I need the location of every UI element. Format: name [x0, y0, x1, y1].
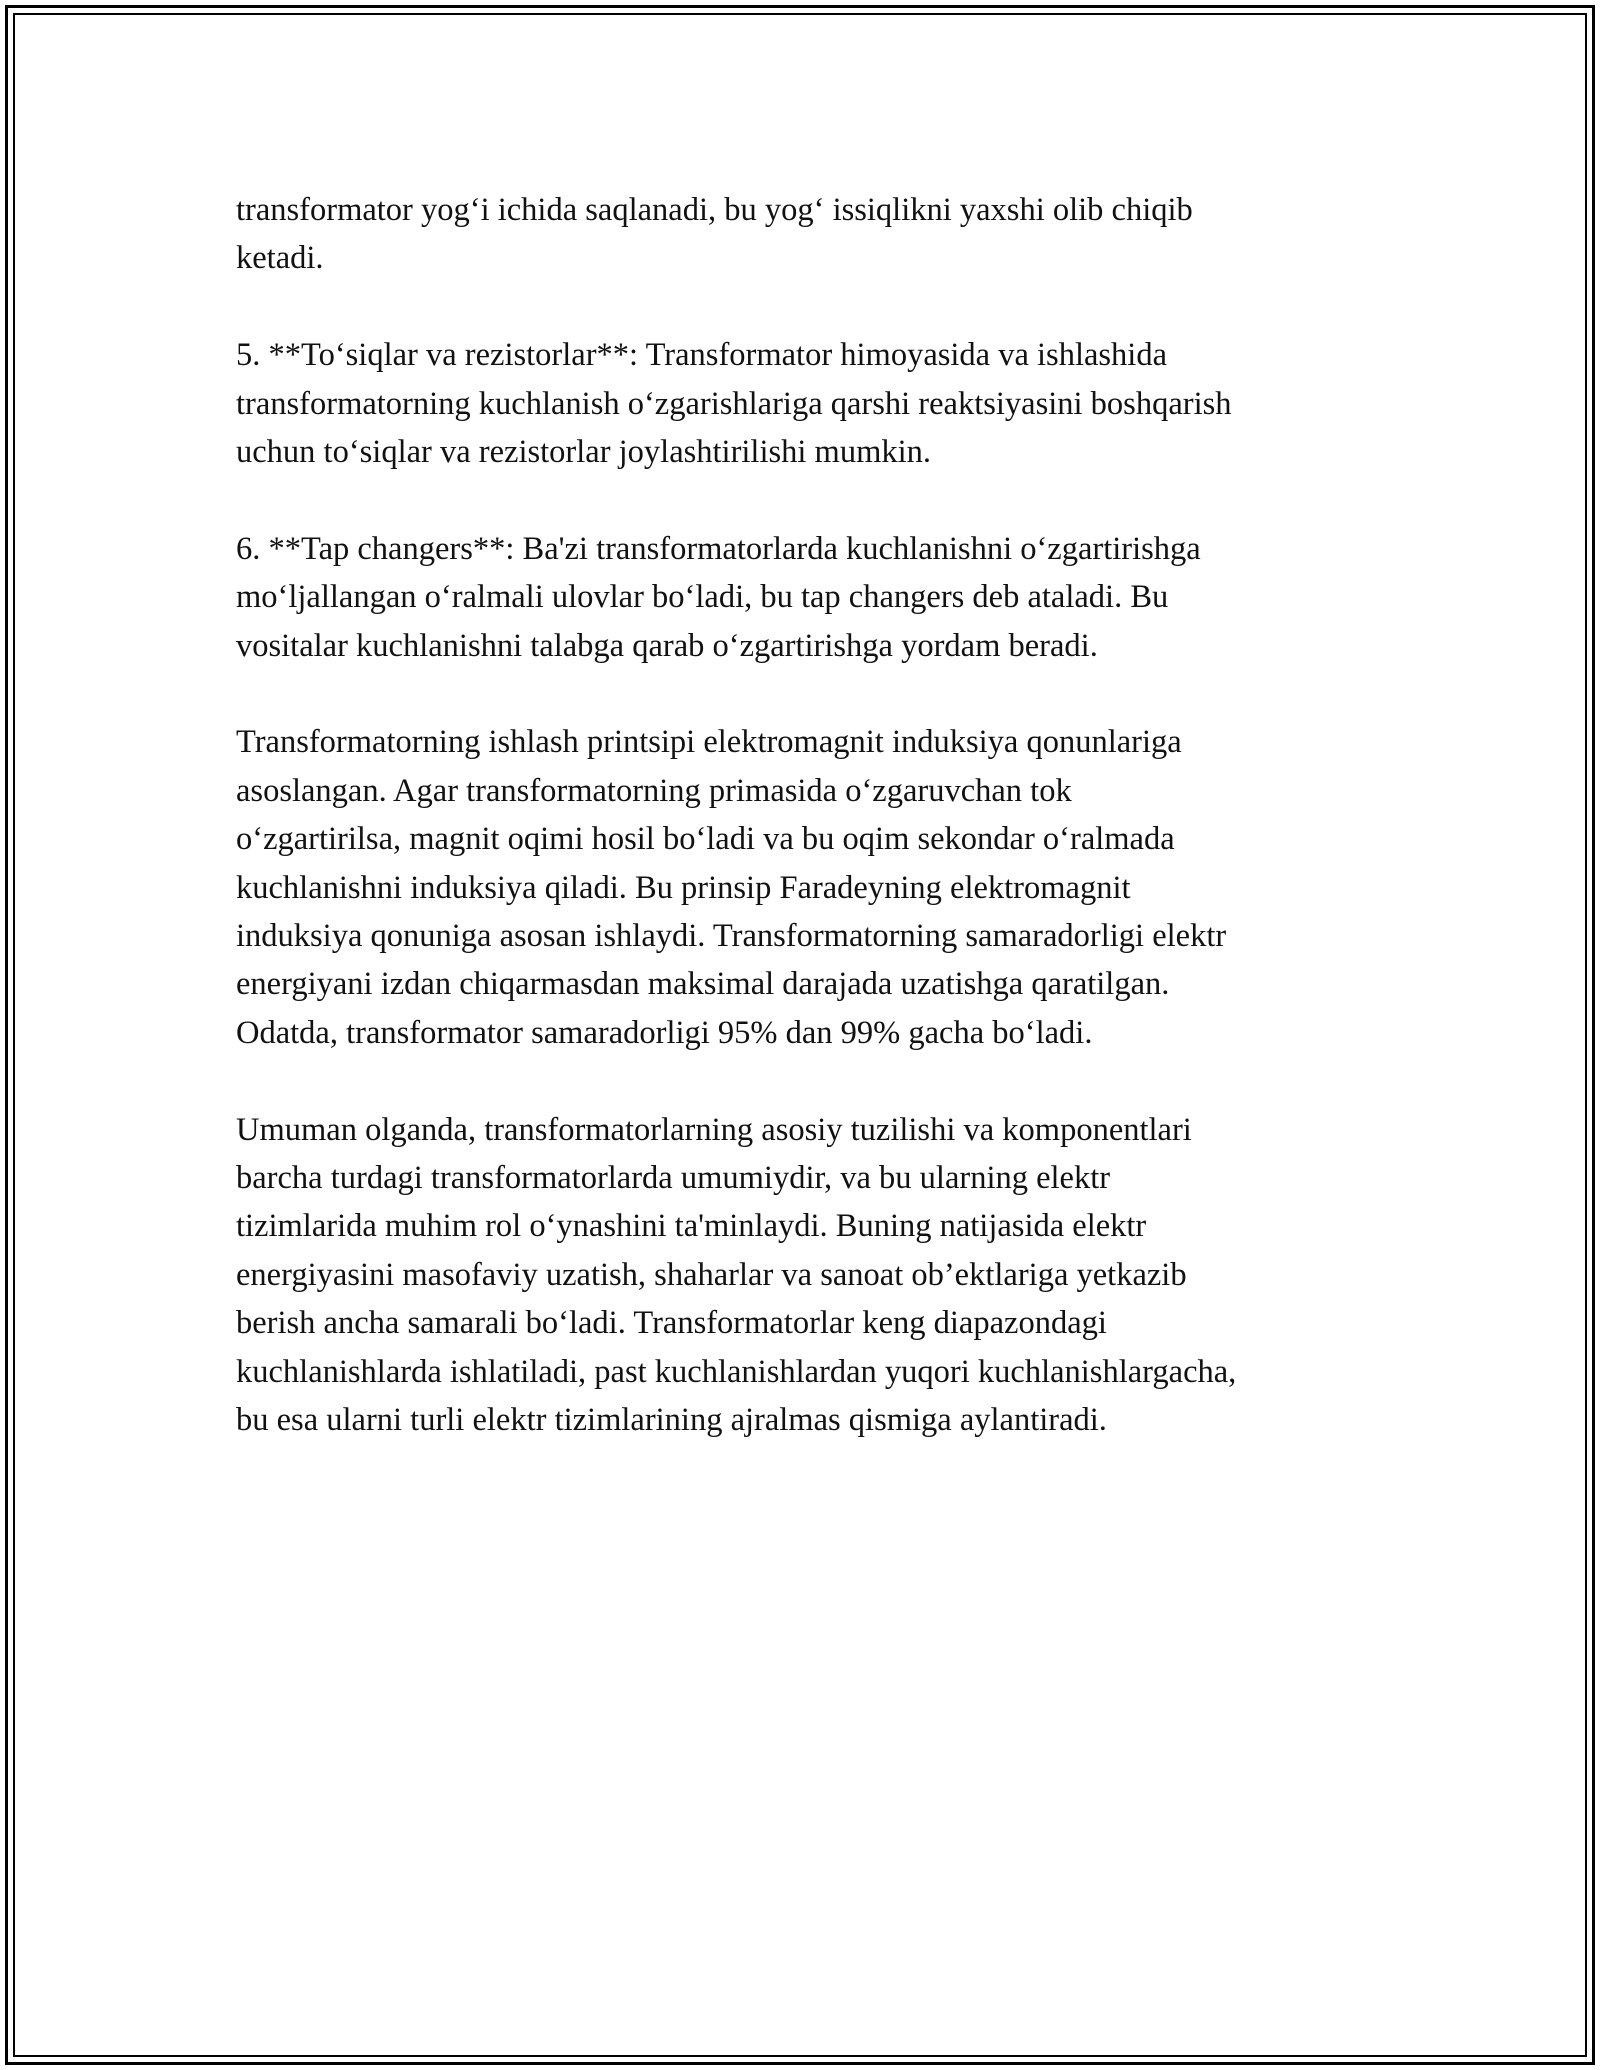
text-line: Umuman olganda, transformatorlarning asosiy tuzilishi va komponentlari [236, 1111, 1192, 1148]
paragraph-barriers-resistors [236, 331, 1386, 476]
text-line: mo‘ljallangan o‘ralmali ulovlar bo‘ladi, bu tap changers deb ataladi. Bu [236, 579, 1169, 616]
text-line: transformator yog‘i ichida saqlanadi, bu yog‘ issiqlikni yaxshi olib chiqib [236, 192, 1193, 228]
text-line: barcha turdagi transformatorlarda umumiydir, va bu ularning elektr [236, 1160, 1111, 1197]
text-line: energiyani izdan chiqarmasdan maksimal darajada uzatishga qaratilgan. [236, 966, 1170, 1003]
text-line: asoslangan. Agar transformatorning primasida o‘zgaruvchan tok [236, 772, 1072, 809]
paragraph-conclusion [236, 1106, 1386, 1445]
paragraph-oil-cooling [236, 186, 1386, 283]
paragraph-working-principle [236, 718, 1386, 1057]
text-line: vositalar kuchlanishni talabga qarab o‘zgartirishga yordam beradi. [236, 627, 1098, 664]
text-line: induksiya qonuniga asosan ishlaydi. Transformatorning samaradorligi elektr [236, 918, 1227, 955]
text-line: berish ancha samarali bo‘ladi. Transformatorlar keng diapazondagi [236, 1305, 1107, 1342]
text-line: ketadi. [236, 240, 324, 277]
text-line: bu esa ularni turli elektr tizimlarining ajralmas qismiga aylantiradi. [236, 1402, 1107, 1439]
text-line: 6. **Tap changers**: Ba'zi transformatorlarda kuchlanishni o‘zgartirishga [236, 530, 1201, 567]
text-line: o‘zgartirilsa, magnit oqimi hosil bo‘ladi va bu oqim sekondar o‘ralmada [236, 821, 1175, 858]
text-line: Transformatorning ishlash printsipi elektromagnit induksiya qonunlariga [236, 724, 1182, 761]
text-line: transformatorning kuchlanish o‘zgarishlariga qarshi reaktsiyasini boshqarish [236, 385, 1232, 422]
text-line: tizimlarida muhim rol o‘ynashini ta'minlaydi. Buning natijasida elektr [236, 1208, 1147, 1245]
text-line: kuchlanishni induksiya qiladi. Bu prinsip Faradeyning elektromagnit [236, 869, 1131, 906]
document-body [236, 186, 1386, 1493]
text-line: Odatda, transformator samaradorligi 95% dan 99% gacha bo‘ladi. [236, 1014, 1093, 1051]
paragraph-tap-changers [236, 525, 1386, 670]
text-line: energiyasini masofaviy uzatish, shaharlar va sanoat ob’ektlariga yetkazib [236, 1256, 1187, 1293]
text-line: kuchlanishlarda ishlatiladi, past kuchlanishlardan yuqori kuchlanishlargacha, [236, 1353, 1237, 1390]
text-line: 5. **To‘siqlar va rezistorlar**: Transformator himoyasida va ishlashida [236, 337, 1168, 374]
text-line: uchun to‘siqlar va rezistorlar joylashtirilishi mumkin. [236, 434, 932, 471]
